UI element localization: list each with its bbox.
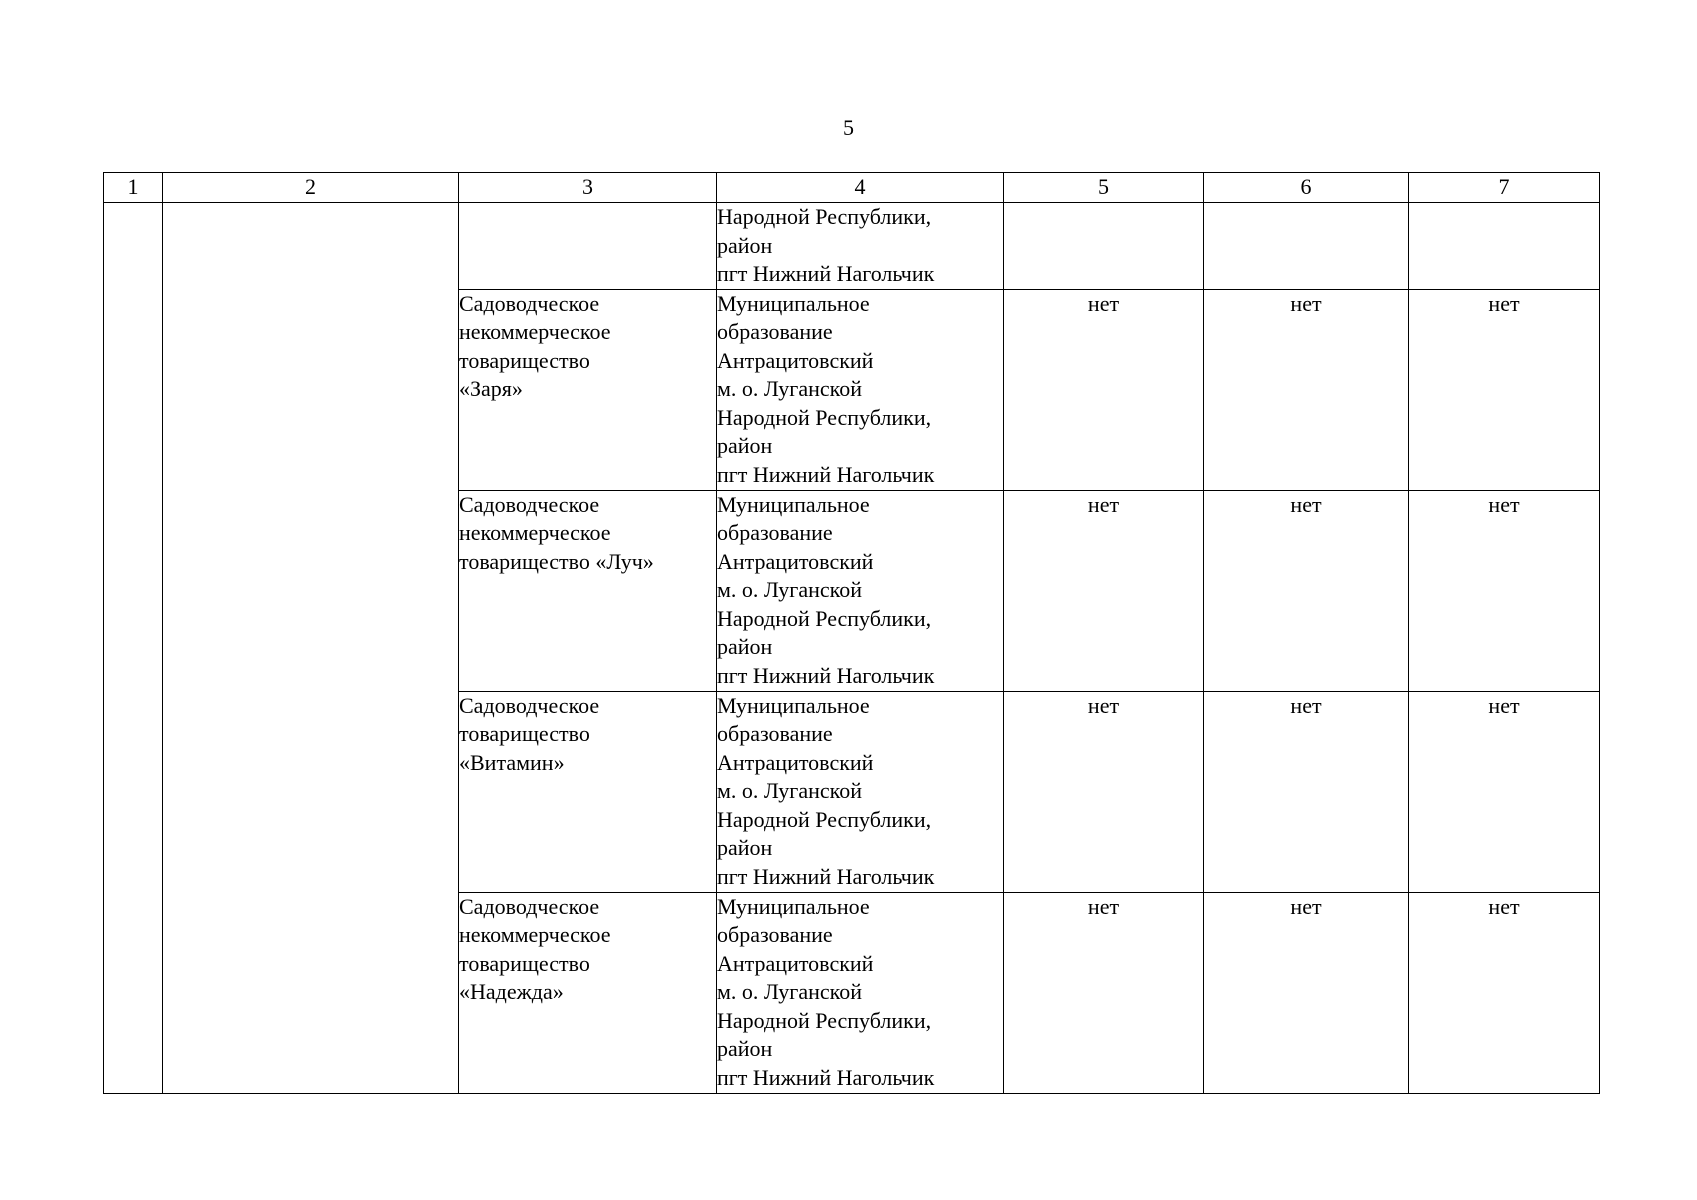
- location-cell: Муниципальное образование Антрацитовский м. о. Луганской Народной Республики, район пгт Нижний Нагольчик: [717, 289, 1004, 490]
- cell-col2-merged: [163, 203, 459, 1094]
- value-cell-col6: нет: [1204, 490, 1409, 691]
- value-cell-col7: нет: [1409, 289, 1600, 490]
- location-cell: Муниципальное образование Антрацитовский м. о. Луганской Народной Республики, район пгт Нижний Нагольчик: [717, 490, 1004, 691]
- column-header-5: 5: [1004, 173, 1204, 203]
- value-cell-col5: нет: [1004, 490, 1204, 691]
- column-header-6: 6: [1204, 173, 1409, 203]
- value-cell-col6: нет: [1204, 691, 1409, 892]
- column-header-2: 2: [163, 173, 459, 203]
- value-cell-col7: нет: [1409, 892, 1600, 1093]
- organization-name-cell: Садоводческое некоммерческое товарищество «Надежда»: [459, 892, 717, 1093]
- value-cell-col5: нет: [1004, 691, 1204, 892]
- table-row: [104, 203, 1600, 290]
- location-cell: Народной Республики, район пгт Нижний Нагольчик: [717, 203, 1004, 290]
- column-header-1: 1: [104, 173, 163, 203]
- value-cell-col7: нет: [1409, 691, 1600, 892]
- value-cell-col5: нет: [1004, 892, 1204, 1093]
- cell-col1-merged: [104, 203, 163, 1094]
- organization-name-cell: Садоводческое товарищество «Витамин»: [459, 691, 717, 892]
- value-cell-col7: [1409, 203, 1600, 290]
- page-number: 5: [843, 115, 854, 140]
- column-header-4: 4: [717, 173, 1004, 203]
- location-cell: Муниципальное образование Антрацитовский м. о. Луганской Народной Республики, район пгт Нижний Нагольчик: [717, 691, 1004, 892]
- column-header-3: 3: [459, 173, 717, 203]
- organization-name-cell: Садоводческое некоммерческое товарищество «Заря»: [459, 289, 717, 490]
- value-cell-col6: [1204, 203, 1409, 290]
- column-header-7: 7: [1409, 173, 1600, 203]
- table-header-row: [104, 173, 1600, 203]
- location-cell: Муниципальное образование Антрацитовский м. о. Луганской Народной Республики, район пгт Нижний Нагольчик: [717, 892, 1004, 1093]
- organization-name-cell: [459, 203, 717, 290]
- value-cell-col7: нет: [1409, 490, 1600, 691]
- value-cell-col5: нет: [1004, 289, 1204, 490]
- value-cell-col5: [1004, 203, 1204, 290]
- value-cell-col6: нет: [1204, 289, 1409, 490]
- value-cell-col6: нет: [1204, 892, 1409, 1093]
- document-table: [103, 172, 1600, 1094]
- organization-name-cell: Садоводческое некоммерческое товарищество «Луч»: [459, 490, 717, 691]
